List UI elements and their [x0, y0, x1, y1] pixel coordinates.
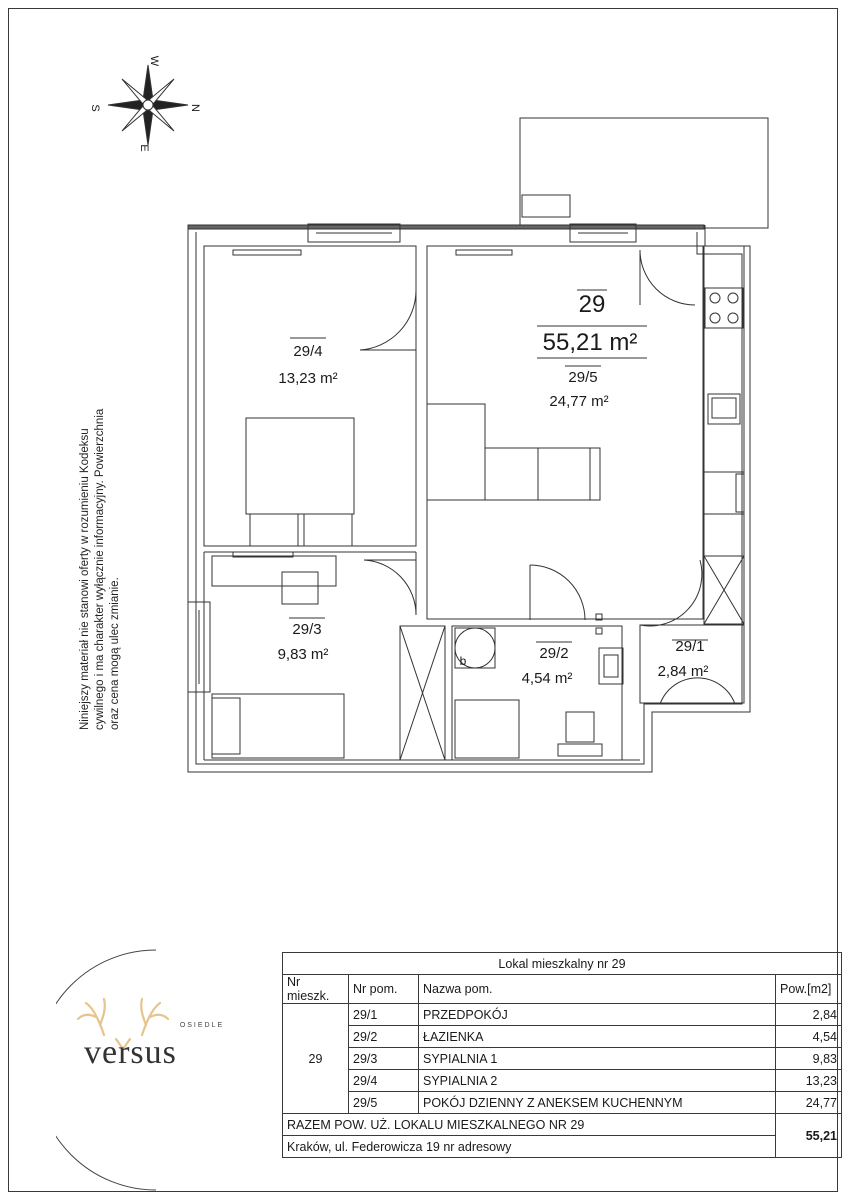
room-area-29-1: 2,84 m² [657, 663, 709, 680]
room-area-cell: 9,83 [776, 1048, 842, 1070]
header-area: Pow.[m2] [776, 975, 842, 1004]
address-row [283, 1136, 842, 1158]
header-room-name: Nazwa pom. [419, 975, 776, 1004]
room-number-cell: 29/5 [349, 1092, 419, 1114]
logo-small-text: OSIEDLE [179, 1022, 225, 1029]
room-number-cell: 29/2 [349, 1026, 419, 1048]
header-room-number: Nr pom. [349, 975, 419, 1004]
address-text: Kraków, ul. Federowicza 19 nr adresowy [283, 1136, 776, 1158]
table-row [283, 1070, 842, 1092]
room-area-cell: 13,23 [776, 1070, 842, 1092]
header-unit-number: Nr mieszk. [283, 975, 349, 1004]
room-id-29-3: 29/3 [292, 621, 322, 638]
compass-e-label: E [138, 144, 150, 152]
disclaimer-line: cywilnego i ma charakter wyłącznie informacyjny. Powierzchnia [94, 408, 106, 730]
room-id-29-2: 29/2 [539, 645, 569, 662]
unit-number: 29 [578, 291, 606, 318]
compass-rose-icon [108, 65, 188, 145]
unit-area: 55,21 m² [542, 329, 638, 356]
table-row [283, 1026, 842, 1048]
room-area-29-5: 24,77 m² [549, 393, 609, 410]
room-number-cell: 29/1 [349, 1004, 419, 1026]
room-area-cell: 4,54 [776, 1026, 842, 1048]
versus-logo [56, 945, 236, 1195]
unit-number-cell: 29 [283, 1004, 349, 1114]
room-id-29-1: 29/1 [675, 638, 705, 655]
room-area-29-2: 4,54 m² [521, 670, 573, 687]
logo-name: versus [84, 1034, 177, 1071]
disclaimer-line: Niniejszy materiał nie stanowi oferty w rozumieniu Kodeksu [79, 428, 91, 730]
table-row [283, 1004, 842, 1026]
table-row [283, 1048, 842, 1070]
room-id-29-4: 29/4 [293, 343, 323, 360]
room-name-cell: POKÓJ DZIENNY Z ANEKSEM KUCHENNYM [419, 1092, 776, 1114]
room-id-29-5: 29/5 [568, 369, 598, 386]
room-number-cell: 29/3 [349, 1048, 419, 1070]
disclaimer-line: oraz cena mogą ulec zmianie. [109, 577, 121, 730]
table-title: Lokal mieszkalny nr 29 [283, 953, 842, 975]
room-name-cell: SYPIALNIA 1 [419, 1048, 776, 1070]
room-number-cell: 29/4 [349, 1070, 419, 1092]
compass-n-label: N [189, 104, 201, 112]
room-area-cell: 2,84 [776, 1004, 842, 1026]
room-name-cell: PRZEDPOKÓJ [419, 1004, 776, 1026]
total-value: 55,21 [776, 1114, 842, 1158]
fixture-mark: b [459, 654, 467, 668]
compass-w-label: W [148, 55, 160, 67]
room-name-cell: SYPIALNIA 2 [419, 1070, 776, 1092]
room-name-cell: ŁAZIENKA [419, 1026, 776, 1048]
room-area-29-3: 9,83 m² [277, 646, 329, 663]
compass-s-label: S [89, 104, 101, 112]
room-area-29-4: 13,23 m² [278, 370, 338, 387]
table-row [283, 1092, 842, 1114]
total-label: RAZEM POW. UŻ. LOKALU MIESZKALNEGO NR 29 [283, 1114, 776, 1136]
room-area-cell: 24,77 [776, 1092, 842, 1114]
total-row [283, 1114, 842, 1136]
room-area-table [282, 952, 842, 1158]
disclaimer-text [78, 310, 123, 730]
table-header-row [283, 975, 842, 1004]
